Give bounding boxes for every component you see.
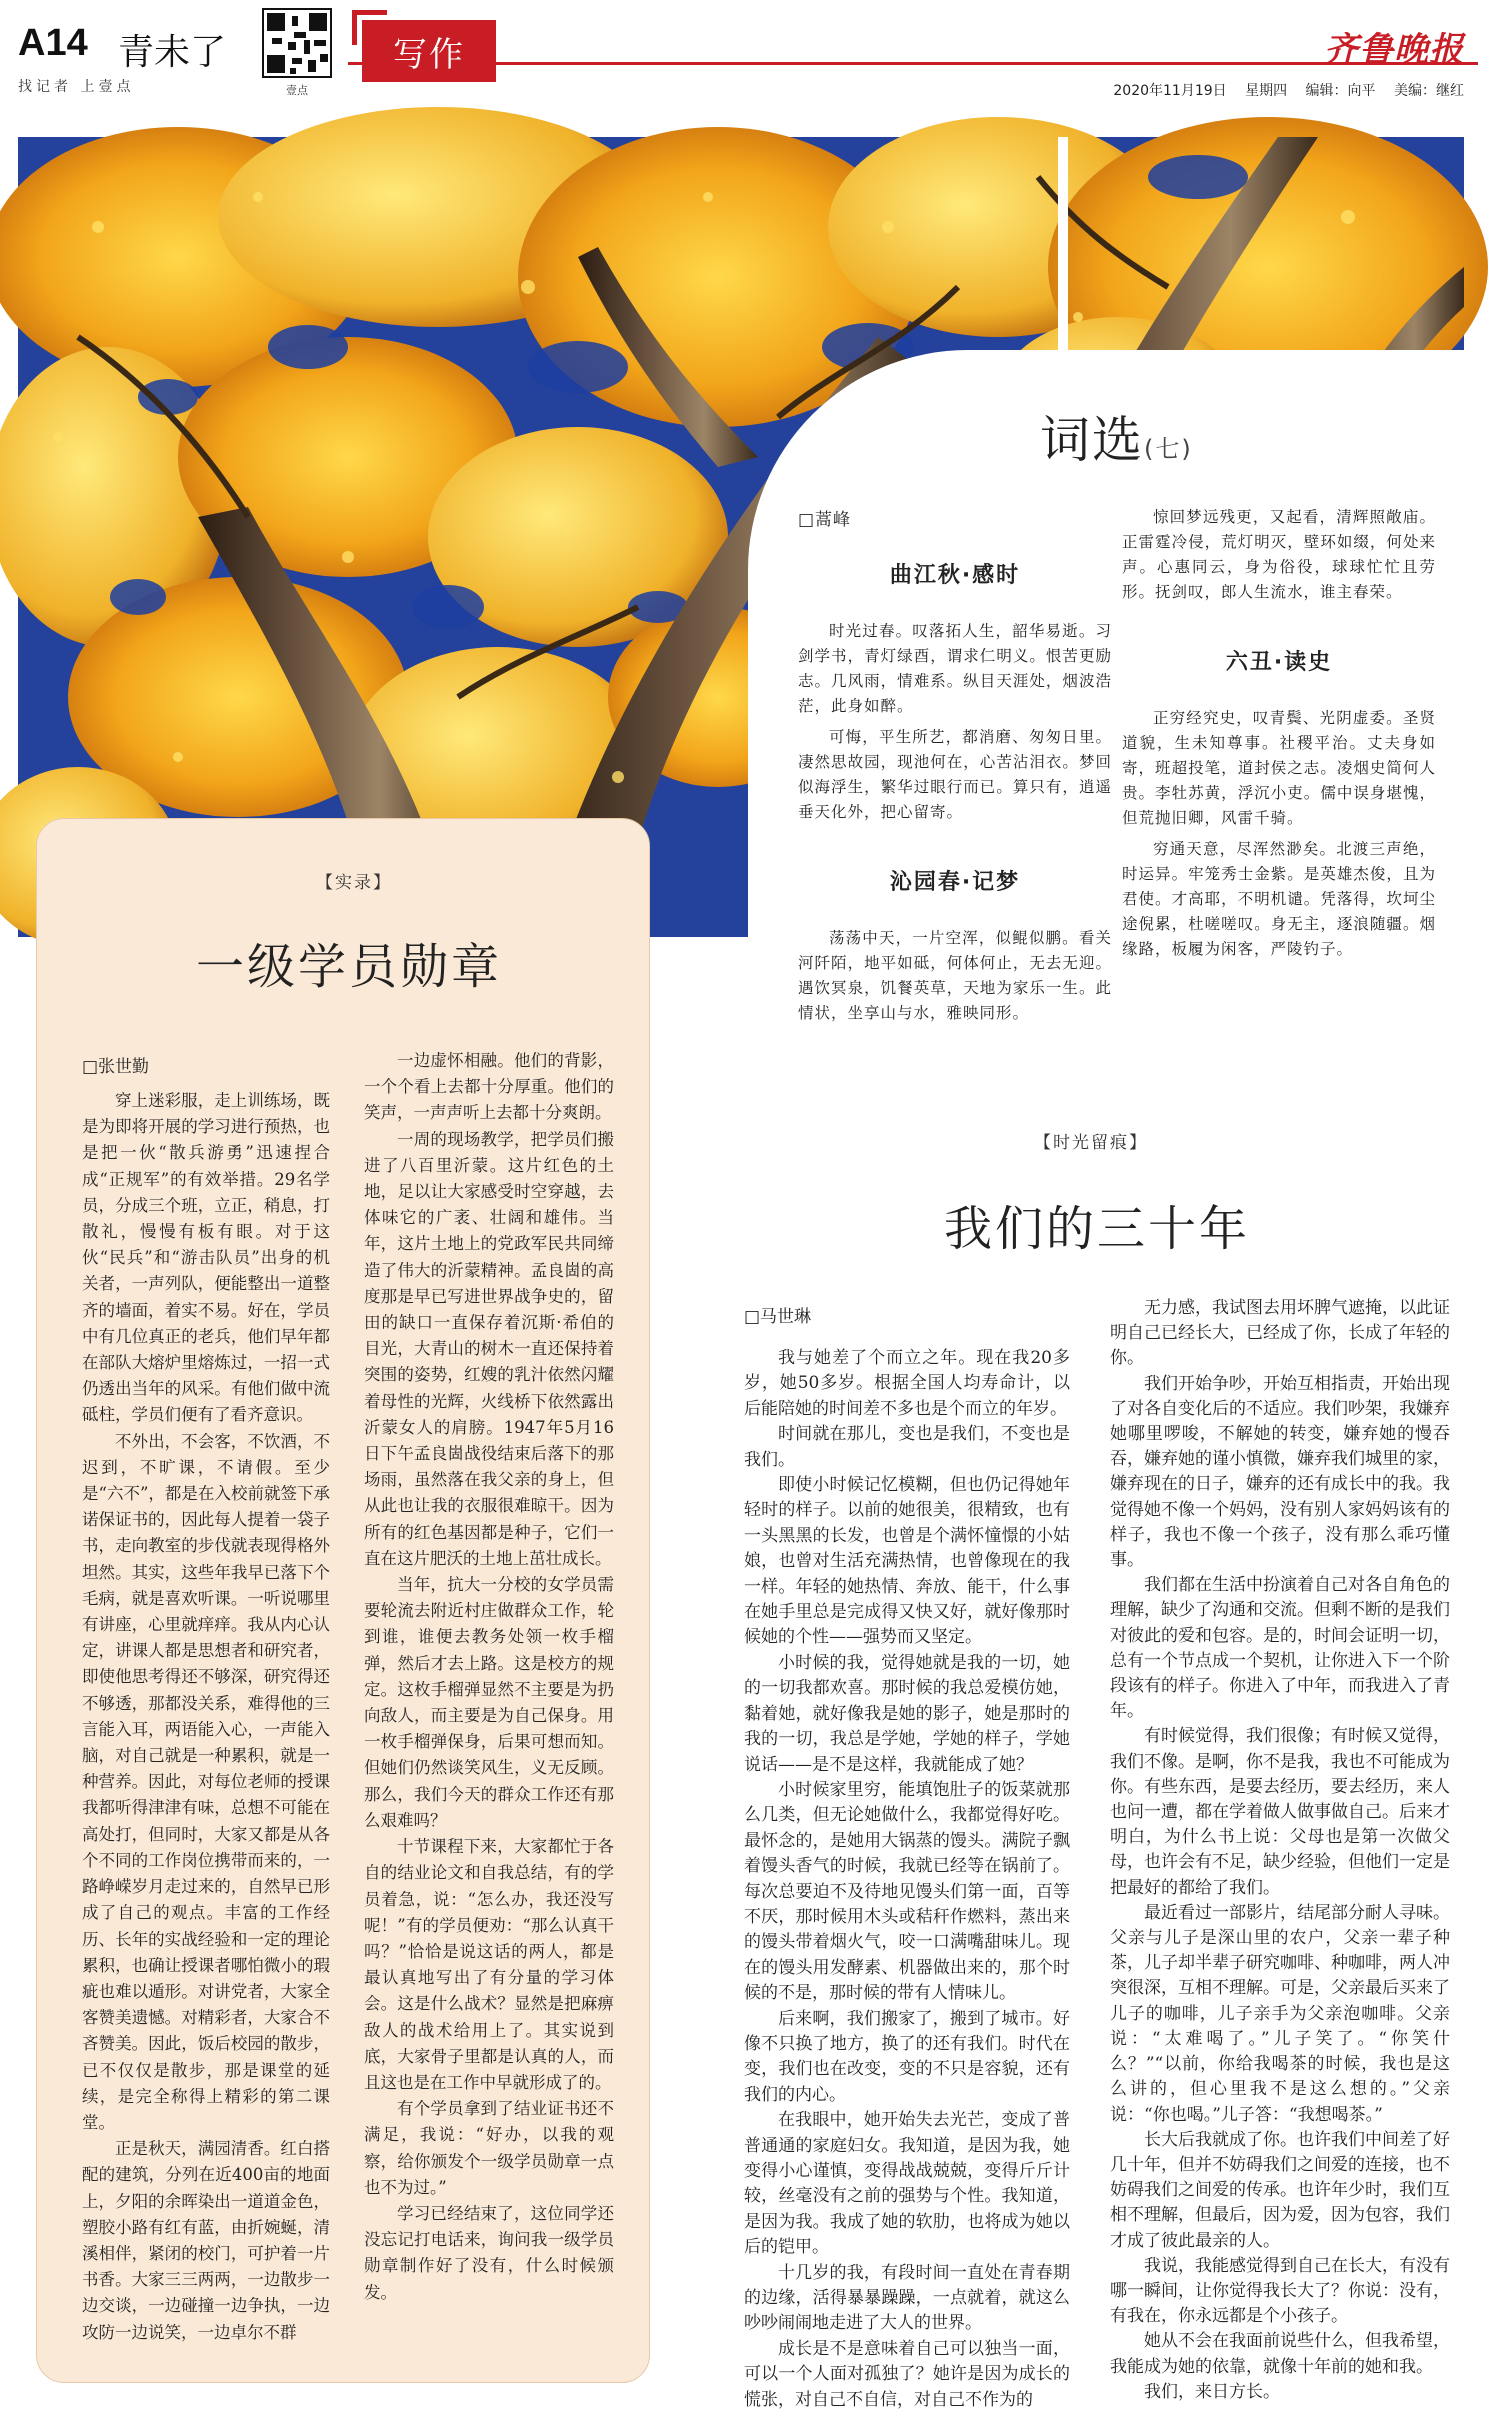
article-paragraph: 长大后我就成了你。也许我们中间差了好几十年，但并不妨碍我们之间爱的连接，也不妨碍我们之间爱的传承。也许年少时，我们互相不理解，但最后，因为爱，因为包容，我们才成了彼此最亲的人。 — [1110, 2129, 1450, 2251]
right-article-author: □马世琳 — [744, 1307, 812, 1327]
poem-paragraph: 荡荡中天，一片空浑，似鲲似鹏。看关河阡陌，地平如砥，何体何止，无去无迎。遇饮冥泉，饥餐英草，天地为家乐一生。此情状，坐享山与水，雅映同形。 — [798, 929, 1112, 1022]
qr-code[interactable] — [262, 8, 332, 78]
left-article-headline: 一级学员勋章 — [196, 939, 503, 995]
article-paragraph: 有个学员拿到了结业证书还不满足，我说：“好办，以我的观察，给你颁发个一级学员勋章一点也不为过。” — [364, 2099, 614, 2197]
article-paragraph: 我们，来日方长。 — [1144, 2381, 1280, 2402]
poem-title: 曲江秋·感时 — [889, 563, 1021, 588]
article-paragraph: 我与她差了个而立之年。现在我20多岁，她50多岁。根据全国人均寿命计，以后能陪她的时间差不多也是个而立的年岁。 — [744, 1348, 1070, 1419]
article-paragraph: 有时候觉得，我们很像；有时候又觉得，我们不像。是啊，你不是我，我也不可能成为你。有些东西，是要去经历，要去经历，来人也问一遭，都在学着做人做事做自己。后来才明白，为什么书上说：父母也是第一次做父母，也许会有不足，缺少经验，但他们一定是把最好的都给了我们。 — [1110, 1726, 1450, 1898]
qr-caption: 壹点 — [286, 84, 308, 97]
poem-paragraph: 可悔，平生所艺，都消磨、匆匆日里。凄然思故园，现池何在，心苦沾泪衣。梦回似海浮生，繁华过眼行而已。算只有，逍遥垂天化外，把心留寄。 — [798, 728, 1112, 821]
article-paragraph: 一周的现场教学，把学员们搬进了八百里沂蒙。这片红色的土地，足以让大家感受时空穿越，去体味它的广袤、壮阔和雄伟。当年，这片土地上的党政军民共同缔造了伟大的沂蒙精神。孟良崮的高度那是早已写进世界战争史的，留田的缺口一直保存着沉斯·希伯的目光，大青山的树木一直还保持着突围的姿势，红嫂的乳汁依然闪耀着母性的光辉，火线桥下依然露出沂蒙女人的肩膀。1947年5月16日下午孟良崮战役结束后落下的那场雨，虽然落在我父亲的身上，但从此也让我的衣服很难晾干。因为所有的红色基因都是种子，它们一直在这片肥沃的土地上茁壮成长。 — [364, 1129, 614, 1568]
newspaper-logo: 齐鲁晚报 — [1324, 30, 1464, 70]
right-article-kicker: 【时光留痕】 — [1034, 1133, 1148, 1153]
article-paragraph: 她从不会在我面前说些什么，但我希望，我能成为她的依靠，就像十年前的她和我。 — [1110, 2331, 1450, 2377]
poem-paragraph: 正穷经究史，叹青鬓、光阴虚委。圣贤道貌，生未知尊事。社稷平治。丈夫身如寄，班超投笔，道封侯之志。凌烟史简何人贵。李牡苏黄，浮沉小吏。儒中误身堪愧，但荒抛旧卿，风雷千骑。 — [1122, 709, 1436, 827]
article-paragraph: 小时候家里穷，能填饱肚子的饭菜就那么几类，但无论她做什么，我都觉得好吃。最怀念的，是她用大锅蒸的馒头。满院子飘着馒头香气的时候，我就已经等在锅前了。每次总要迫不及待地见馒头们第一面，百等不厌，那时候用木头或秸秆作燃料，蒸出来的馒头带着烟火气，咬一口满嘴甜味儿。现在的馒头用发酵素、机器做出来的，那个时候的不是，那时候的带有人情味儿。 — [744, 1779, 1070, 2004]
article-paragraph: 十几岁的我，有段时间一直处在青春期的边缘，活得暴暴躁躁，一点就着，就这么吵吵闹闹地走进了大人的世界。 — [744, 2262, 1070, 2334]
left-article-kicker: 【实录】 — [316, 873, 392, 893]
article-paragraph: 在我眼中，她开始失去光芒，变成了普普通通的家庭妇女。我知道，是因为我，她变得小心谨慎，变得战战兢兢，变得斤斤计较，丝毫没有之前的强势与个性。我知道，是因为我。我成了她的软肋，也将成为她以后的铠甲。 — [744, 2110, 1070, 2258]
article-paragraph: 无力感，我试图去用坏脾气遮掩，以此证明自己已经长大，已经成了你，长成了年轻的你。 — [1110, 1298, 1450, 1369]
poetry-title — [1040, 400, 1193, 472]
designer-credit: 美编：继红 — [1394, 83, 1464, 99]
poem-paragraph: 惊回梦远残更，又起看，清辉照敞庙。正雷霆冷侵，荒灯明灭，壁环如缀，何处来声。心惠同云，身为俗役，球球忙忙且劳形。抚剑叹，郎人生流水，谁主春荣。 — [1122, 508, 1436, 601]
article-paragraph: 穿上迷彩服，走上训练场，既是为即将开展的学习进行预热，也是把一伙“散兵游勇”迅速捏合成“正规军”的有效举措。29名学员，分成三个班，立正，稍息，打散礼，慢慢有板有眼。对于这伙“民兵”和“游击队员”出身的机关者，一声列队，便能整出一道整齐的墙面，着实不易。好在，学员中有几位真正的老兵，他们早年都在部队大熔炉里熔炼过，一招一式仍透出当年的风采。有他们做中流砥柱，学员们便有了看齐意识。 — [82, 1091, 330, 1425]
article-paragraph: 当年，抗大一分校的女学员需要轮流去附近村庄做群众工作，轮到谁，谁便去教务处领一枚手榴弹，然后才去上路。这是校方的规定。这枚手榴弹显然不主要是为扔向敌人，而主要是为自己保身。用一枚手榴弹保身，后果可想而知。但她们仍然谈笑风生，义无反顾。那么，我们今天的群众工作还有那么艰难吗？ — [364, 1575, 614, 1830]
article-paragraph: 时间就在那儿，变也是我们，不变也是我们。 — [744, 1424, 1070, 1470]
poetry-column-2 — [1122, 505, 1436, 968]
article-paragraph: 我说，我能感觉得到自己在长大，有没有哪一瞬间，让你觉得我长大了？你说：没有，有我在，你永远都是个小孩子。 — [1110, 2255, 1450, 2327]
article-paragraph: 一边虚怀相融。他们的背影，一个个看上去都十分厚重。他们的笑声，一声声听上去都十分爽朗。 — [364, 1051, 614, 1123]
article-paragraph: 不外出，不会客，不饮酒，不迟到，不旷课，不请假。至少是“六不”，都是在入校前就签下承诺保证书的，因此每人提着一袋子书，走向教室的步伐就表现得格外坦然。其实，这些年我早已落下个毛病，就是喜欢听课。一听说哪里有讲座，心里就痒痒。我从内心认定，讲课人都是思想者和研究者，即使他思考得还不够深，研究得还不够透，那都没关系，难得他的三言能入耳，两语能入心，一声能入脑，对自己就是一种累积，就是一种营养。因此，对每位老师的授课我都听得津津有味，总想不可能在高处打，但同时，大家又都是从各个不同的工作岗位携带而来的，一路峥嵘岁月走过来的，自然早已形成了自己的观点。丰富的工作经历、长年的实战经验和一定的理论累积，也确让授课者哪怕微小的瑕疵也难以遁形。对讲党者，大家全客赞美遗憾。对精彩者，大家合不吝赞美。因此，饭后校园的散步，已不仅仅是散步，那是课堂的延续，是完全称得上精彩的第二课堂。 — [82, 1431, 330, 2132]
article-paragraph: 正是秋天，满园清香。红白搭配的建筑，分列在近400亩的地面上，夕阳的余晖染出一道道金色，塑胶小路有红有蓝，由折婉蜒，清溪相伴，紧闭的校门，可护着一片书香。大家三三两两，一边散步一边交谈，一边碰撞一边争执，一边攻防一边说笑，一边卓尔不群 — [82, 2139, 330, 2342]
article-paragraph: 最近看过一部影片，结尾部分耐人寻味。父亲与儿子是深山里的农户，父亲一辈子种茶，儿子却半辈子研究咖啡、种咖啡，两人冲突很深，互相不理解。可是，父亲最后买来了儿子的咖啡，儿子亲手为父亲泡咖啡。父亲说：“太难喝了。”儿子笑了。“你笑什么？”“以前，你给我喝茶的时候，我也是这么讲的，但心里我不是这么想的。”父亲说：“你也喝。”儿子答：“我想喝茶。” — [1110, 1902, 1450, 2125]
right-article-column-2 — [1110, 1296, 1450, 2405]
page-number: A14 — [18, 22, 88, 64]
poetry-title-text: 词选 — [1040, 411, 1144, 469]
poem-title: 六丑·读史 — [1225, 650, 1333, 675]
header-rule — [348, 12, 1478, 66]
article-paragraph: 我们都在生活中扮演着自己对各自角色的理解，缺少了沟通和交流。但剩不断的是我们对彼此的爱和包容。是的，时间会证明一切，总有一个节点成一个契机，让你进入下一个阶段该有的样子。你进入了中年，而我进入了青年。 — [1110, 1575, 1450, 1722]
section-title: 青未了 — [118, 32, 227, 73]
poem-paragraph: 穷通天意，尽浑然渺矣。北渡三声绝，时运异。牢笼秀士金紫。是英雄杰俊，且为君使。才高耶，不明机谴。凭落得，坎坷尘途倪累，杜嗟嗟叹。身无主，逐浪随疆。烟缘路，板履为闲客，严陵钓子。 — [1122, 840, 1436, 958]
poem-title: 沁园春·记梦 — [889, 870, 1021, 895]
left-article-column-2 — [364, 1048, 614, 2306]
poetry-volume: (七) — [1144, 435, 1193, 463]
article-paragraph: 后来啊，我们搬家了，搬到了城市。好像不只换了地方，换了的还有我们。时代在变，我们也在改变，变的不只是容貌，还有我们的内心。 — [744, 2008, 1070, 2105]
article-paragraph: 学习已经结束了，这位同学还没忘记打电话来，询问我一级学员勋章制作好了没有，什么时候颁发。 — [364, 2203, 614, 2302]
right-article-headline: 我们的三十年 — [944, 1201, 1251, 1257]
masthead — [0, 0, 1488, 100]
article-paragraph: 小时候的我，觉得她就是我的一切，她的一切我都欢喜。那时候的我总爱模仿她，黏着她，就好像我是她的影子，她是那时的我的一切，我总是学她，学她的样子，学她说话——是不是这样，我就能成了她？ — [744, 1652, 1070, 1775]
poetry-author: □蒿峰 — [798, 510, 852, 530]
article-paragraph: 十节课程下来，大家都忙于各自的结业论文和自我总结，有的学员着急，说：“怎么办，我还没写呢！”有的学员便劝：“那么认真干吗？”恰恰是说这话的两人，都是最认真地写出了有分量的学习体会。这是什么战术？显然是把麻痹敌人的战术给用上了。其实说到底，大家骨子里都是认真的人，而且这也是在工作中早就形成了的。 — [364, 1837, 614, 2092]
left-article-column-1 — [82, 1088, 330, 2346]
dateline — [1113, 80, 1464, 100]
article-paragraph: 即使小时候记忆模糊，但也仍记得她年轻时的样子。以前的她很美，很精致，也有一头黑黑的长发，也曾是个满怀憧憬的小姑娘，也曾对生活充满热情，也曾像现在的我一样。年轻的她热情、奔放、能干，什么事在她手里总是完成得又快又好，就好像那时候她的个性——强势而又坚定。 — [744, 1475, 1070, 1648]
reporter-line: 找记者 上壹点 — [18, 79, 135, 95]
left-article-author: □张世勤 — [82, 1057, 150, 1077]
issue-date: 2020年11月19日 — [1113, 83, 1227, 99]
article-paragraph: 成长是不是意味着自己可以独当一面，可以一个人面对孤独了？她许是因为成长的慌张，对自己不自信，对自己不作为的 — [744, 2338, 1070, 2410]
editor-credit: 编辑：向平 — [1305, 83, 1376, 99]
article-paragraph: 我们开始争吵，开始互相指责，开始出现了对各自变化后的不适应。我们吵架，我嫌弃她哪里啰唆，不解她的转变，嫌弃她的慢吞吞，嫌弃她的谨小慎微，嫌弃我们城里的家，嫌弃现在的日子，嫌弃的还有成长中的我。我觉得她不像一个妈妈，没有别人家妈妈该有的样子，我也不像一个孩子，没有那么乖巧懂事。 — [1110, 1373, 1450, 1571]
section-tag: 写作 — [362, 20, 496, 82]
right-article-column-1 — [744, 1346, 1070, 2413]
poem-paragraph: 时光过春。叹落拓人生，韶华易逝。习剑学书，青灯绿酉，谓求仁明义。恨苦更励志。几风雨，情难系。纵目天涯处，烟波浩茫，此身如醉。 — [798, 622, 1112, 715]
poetry-column-1 — [798, 505, 1112, 1032]
issue-weekday: 星期四 — [1245, 83, 1288, 99]
